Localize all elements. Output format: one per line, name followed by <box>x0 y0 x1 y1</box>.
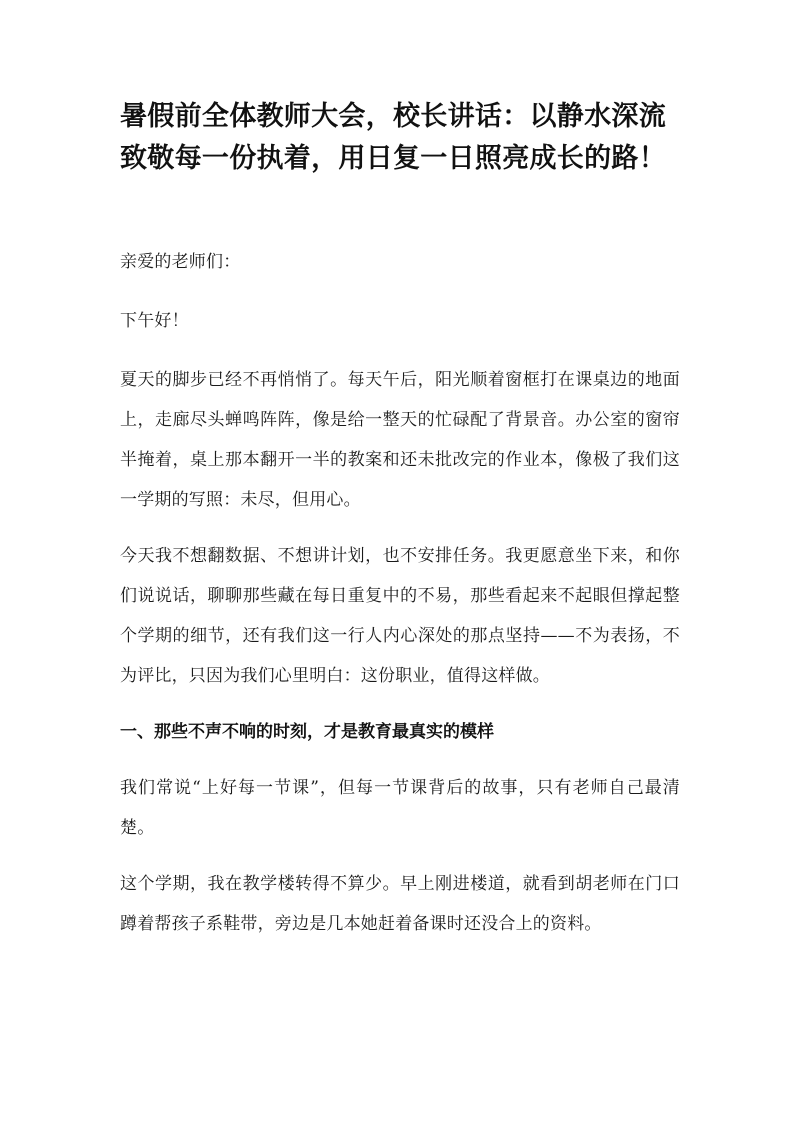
section-1-paragraph-2: 这个学期，我在教学楼转得不算少。早上刚进楼道，就看到胡老师在门口蹲着帮孩子系鞋带，旁边是几本她赶着备课时还没合上的资料。 <box>120 874 680 934</box>
document-page <box>120 96 680 960</box>
greeting-line: 亲爱的老师们： <box>120 252 241 272</box>
salutation-line: 下午好！ <box>120 311 189 331</box>
document-title: 暑假前全体教师大会，校长讲话：以静水深流致敬每一份执着，用日复一日照亮成长的路！ <box>120 101 666 174</box>
section-heading-1: 一、那些不声不响的时刻，才是教育最真实的模样 <box>120 722 494 742</box>
body-paragraph-1: 夏天的脚步已经不再悄悄了。每天午后，阳光顺着窗框打在课桌边的地面上，走廊尽头蝉鸣阵阵，像是给一整天的忙碌配了背景音。办公室的窗帘半掩着，桌上那本翻开一半的教案和还未批改完的作业本，像极了我们这一学期的写照：未尽，但用心。 <box>120 370 680 510</box>
title-spacer <box>120 180 680 242</box>
body-paragraph-2: 今天我不想翻数据、不想讲计划，也不安排任务。我更愿意坐下来，和你们说说话，聊聊那些藏在每日重复中的不易，那些看起来不起眼但撑起整个学期的细节，还有我们这一行人内心深处的那点坚持——不为表扬，不为评比，只因为我们心里明白：这份职业，值得这样做。 <box>120 546 680 686</box>
section-1-paragraph-1: 我们常说“上好每一节课”，但每一节课背后的故事，只有老师自己最清楚。 <box>120 778 680 838</box>
